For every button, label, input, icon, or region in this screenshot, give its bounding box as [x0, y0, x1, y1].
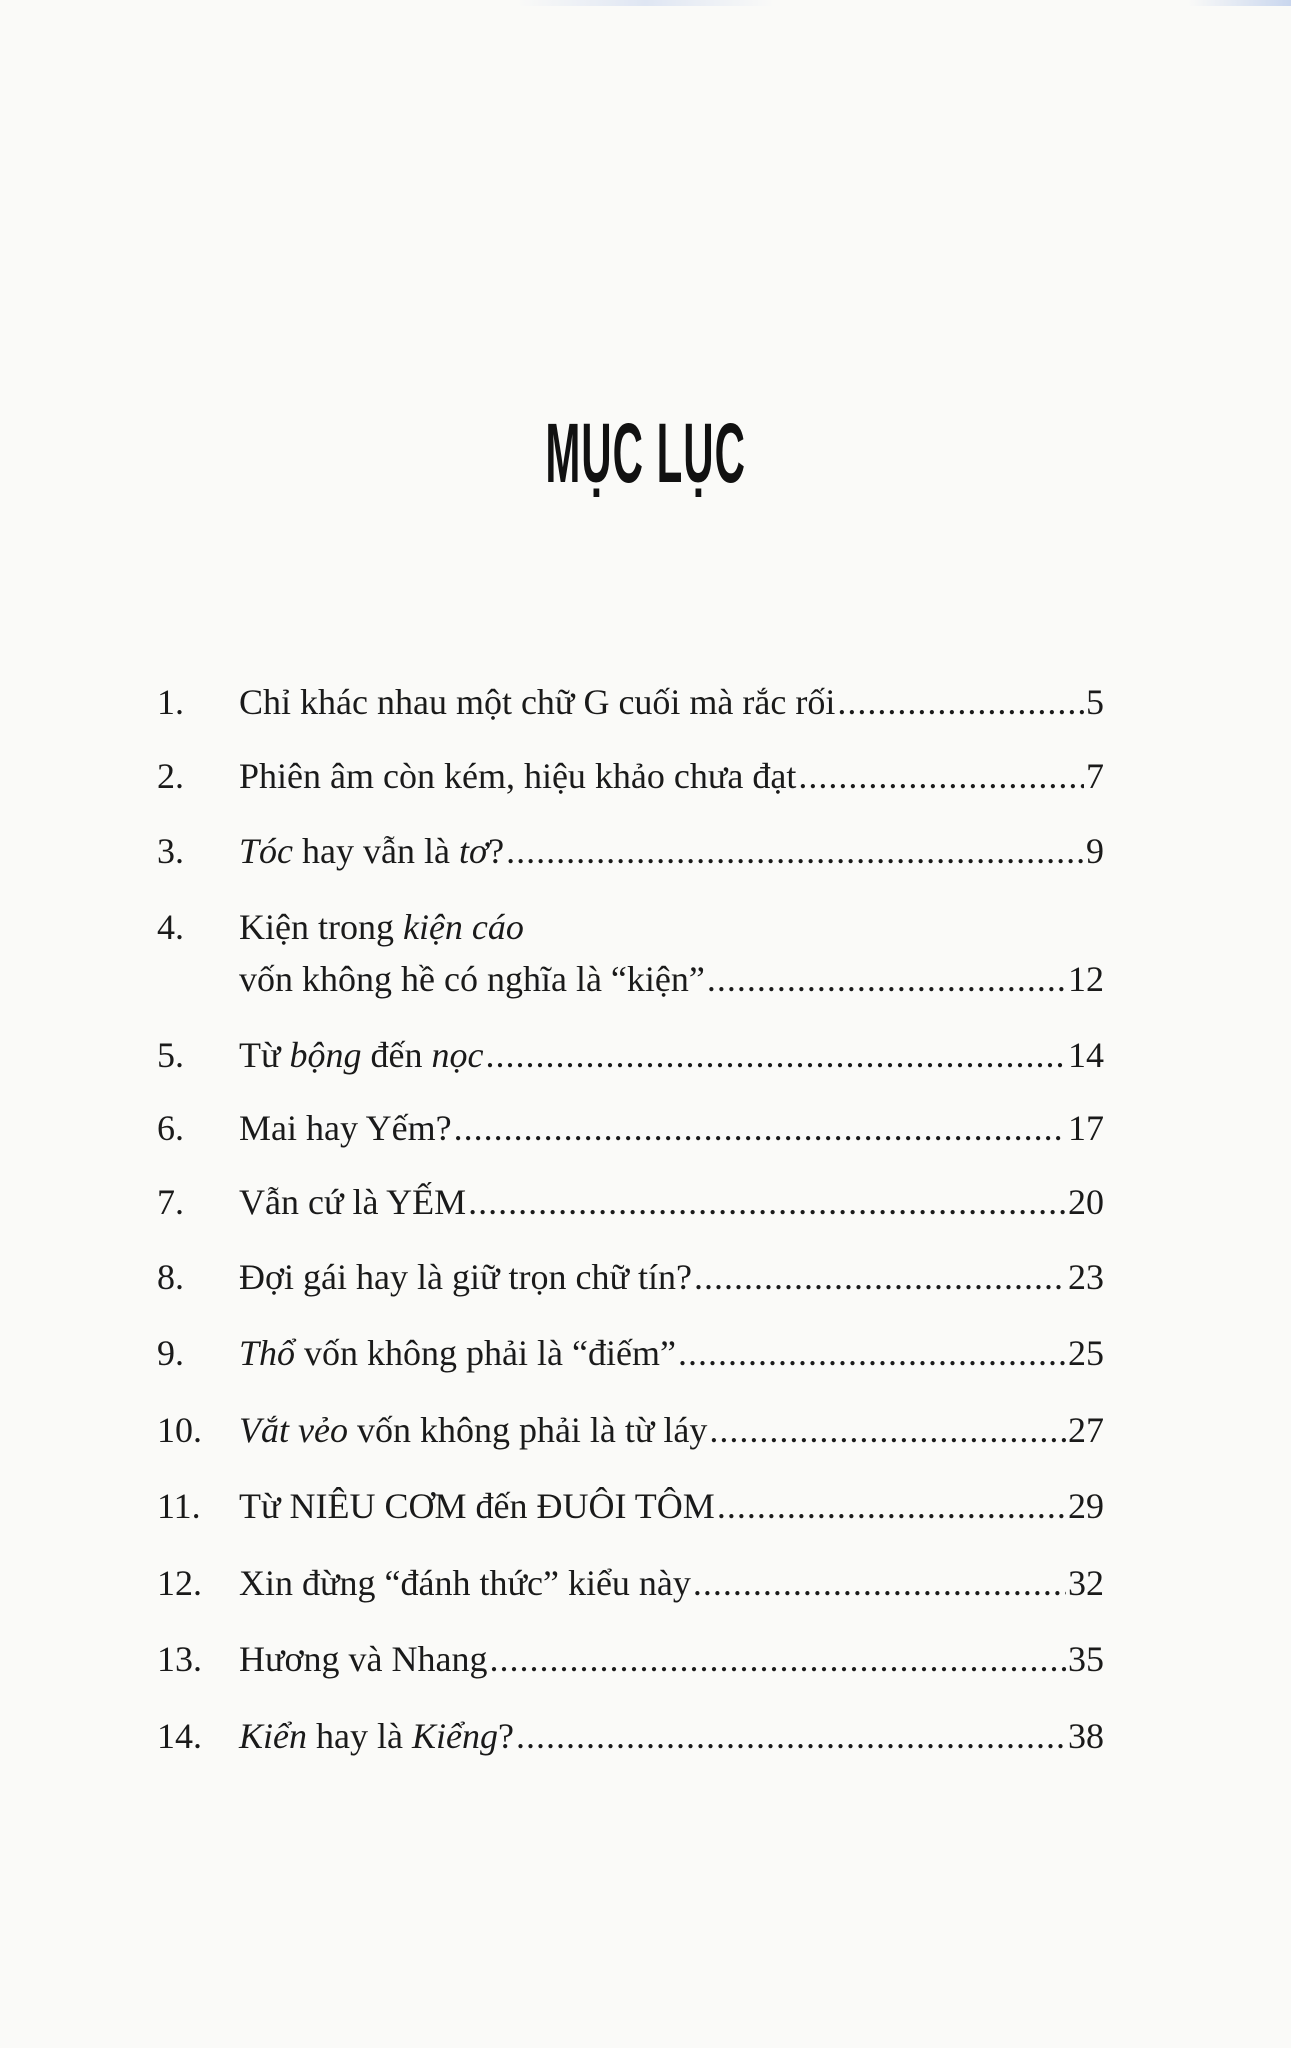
entry-number: 5.	[157, 1035, 184, 1075]
title-segment: Kiểng	[411, 1716, 498, 1756]
dot-leader	[454, 1106, 1066, 1150]
title-segment: Xin đừng “đánh thức” kiểu này	[239, 1563, 691, 1603]
entry-title	[239, 829, 504, 873]
page-number: 12	[1068, 959, 1104, 999]
entry-number: 1.	[157, 682, 184, 722]
dot-leader	[707, 957, 1066, 1001]
title-segment: tơ	[458, 831, 489, 871]
toc-entry[interactable]	[157, 1106, 1104, 1150]
title-segment: vốn không phải là “điếm”	[295, 1333, 676, 1373]
title-segment: Từ	[239, 1035, 290, 1075]
entry-title	[239, 1637, 488, 1681]
entry-title	[239, 905, 524, 949]
page-number: 23	[1068, 1257, 1104, 1297]
entry-title	[239, 680, 835, 724]
dot-leader	[717, 1484, 1066, 1528]
toc-entry[interactable]	[157, 829, 1104, 873]
entry-number: 12.	[157, 1563, 202, 1603]
title-segment: Hương và Nhang	[239, 1639, 488, 1679]
page-number: 14	[1068, 1035, 1104, 1075]
toc-entry[interactable]	[157, 1561, 1104, 1605]
page-number: 20	[1068, 1182, 1104, 1222]
title-segment: Từ NIÊU CƠM đến ĐUÔI TÔM	[239, 1486, 715, 1526]
title-segment: Thổ	[239, 1333, 296, 1373]
toc-entry[interactable]	[157, 957, 1104, 1001]
title-segment: Chỉ khác nhau một chữ G cuối mà rắc rối	[239, 682, 836, 722]
entry-number: 3.	[157, 831, 184, 871]
title-segment: Mai hay Yếm?	[239, 1108, 452, 1148]
toc-entry[interactable]	[157, 1180, 1104, 1224]
page-number: 5	[1086, 682, 1104, 722]
dot-leader	[709, 1408, 1066, 1452]
title-segment: ?	[497, 1716, 514, 1756]
dot-leader	[694, 1255, 1066, 1299]
entry-number: 14.	[157, 1716, 202, 1756]
entry-title	[239, 1408, 707, 1452]
entry-number: 7.	[157, 1182, 184, 1222]
entry-title	[239, 1106, 452, 1150]
entry-number: 9.	[157, 1333, 184, 1373]
page-title-text: MỤC LỤC	[545, 406, 746, 500]
dot-leader	[837, 680, 1084, 724]
title-segment: Vẫn cứ là YẾM	[239, 1182, 467, 1222]
dot-leader	[468, 1180, 1066, 1224]
dot-leader	[678, 1331, 1066, 1375]
page-title	[0, 405, 1291, 502]
toc-entry[interactable]	[157, 1331, 1104, 1375]
toc-entry[interactable]	[157, 1637, 1104, 1681]
dot-leader	[798, 754, 1084, 798]
title-segment: Tóc	[239, 831, 293, 871]
entry-number: 4.	[157, 907, 184, 947]
page-number: 17	[1068, 1108, 1104, 1148]
dot-leader	[693, 1561, 1066, 1605]
title-segment: đến	[361, 1035, 432, 1075]
title-segment: kiện cáo	[402, 907, 524, 947]
page-number: 7	[1086, 756, 1104, 796]
title-segment: ?	[488, 831, 505, 871]
title-segment: bộng	[289, 1035, 362, 1075]
entry-number: 11.	[157, 1486, 201, 1526]
entry-title	[239, 1714, 514, 1758]
toc-entry[interactable]	[157, 1408, 1104, 1452]
title-segment: hay vẫn là	[293, 831, 459, 871]
entry-number: 8.	[157, 1257, 184, 1297]
scan-edge	[0, 0, 1291, 6]
entry-title	[239, 1255, 692, 1299]
dot-leader	[516, 1714, 1066, 1758]
title-segment: vốn không phải là từ láy	[347, 1410, 708, 1450]
toc-entry[interactable]	[157, 905, 1104, 949]
entry-title	[239, 1561, 691, 1605]
toc-entry[interactable]	[157, 680, 1104, 724]
entry-title	[239, 754, 796, 798]
dot-leader	[490, 1637, 1066, 1681]
entry-title	[239, 1331, 676, 1375]
toc-entry[interactable]	[157, 1484, 1104, 1528]
entry-number: 6.	[157, 1108, 184, 1148]
entry-title	[239, 1484, 715, 1528]
toc-entry[interactable]	[157, 1714, 1104, 1758]
entry-title	[239, 1180, 466, 1224]
title-segment: Phiên âm còn kém, hiệu khảo chưa đạt	[239, 756, 797, 796]
title-segment: Kiển	[239, 1716, 307, 1756]
page-number: 9	[1086, 831, 1104, 871]
toc-entry[interactable]	[157, 1255, 1104, 1299]
entry-number: 10.	[157, 1410, 202, 1450]
title-segment: hay là	[307, 1716, 412, 1756]
title-segment: nọc	[431, 1035, 484, 1075]
entry-number: 2.	[157, 756, 184, 796]
toc-entry[interactable]	[157, 1033, 1104, 1077]
page-number: 27	[1068, 1410, 1104, 1450]
title-segment: Vắt vẻo	[239, 1410, 348, 1450]
entry-title: vốn không hề có nghĩa là “kiện”	[239, 959, 705, 999]
page-number: 29	[1068, 1486, 1104, 1526]
title-segment: Kiện trong	[239, 907, 403, 947]
title-segment: Đợi gái hay là giữ trọn chữ tín?	[239, 1257, 692, 1297]
toc-entry[interactable]	[157, 754, 1104, 798]
dot-leader	[485, 1033, 1066, 1077]
entry-title	[239, 1033, 483, 1077]
page-number: 38	[1068, 1716, 1104, 1756]
page-number: 32	[1068, 1563, 1104, 1603]
page-number: 25	[1068, 1333, 1104, 1373]
dot-leader	[506, 829, 1084, 873]
entry-number: 13.	[157, 1639, 202, 1679]
page-number: 35	[1068, 1639, 1104, 1679]
